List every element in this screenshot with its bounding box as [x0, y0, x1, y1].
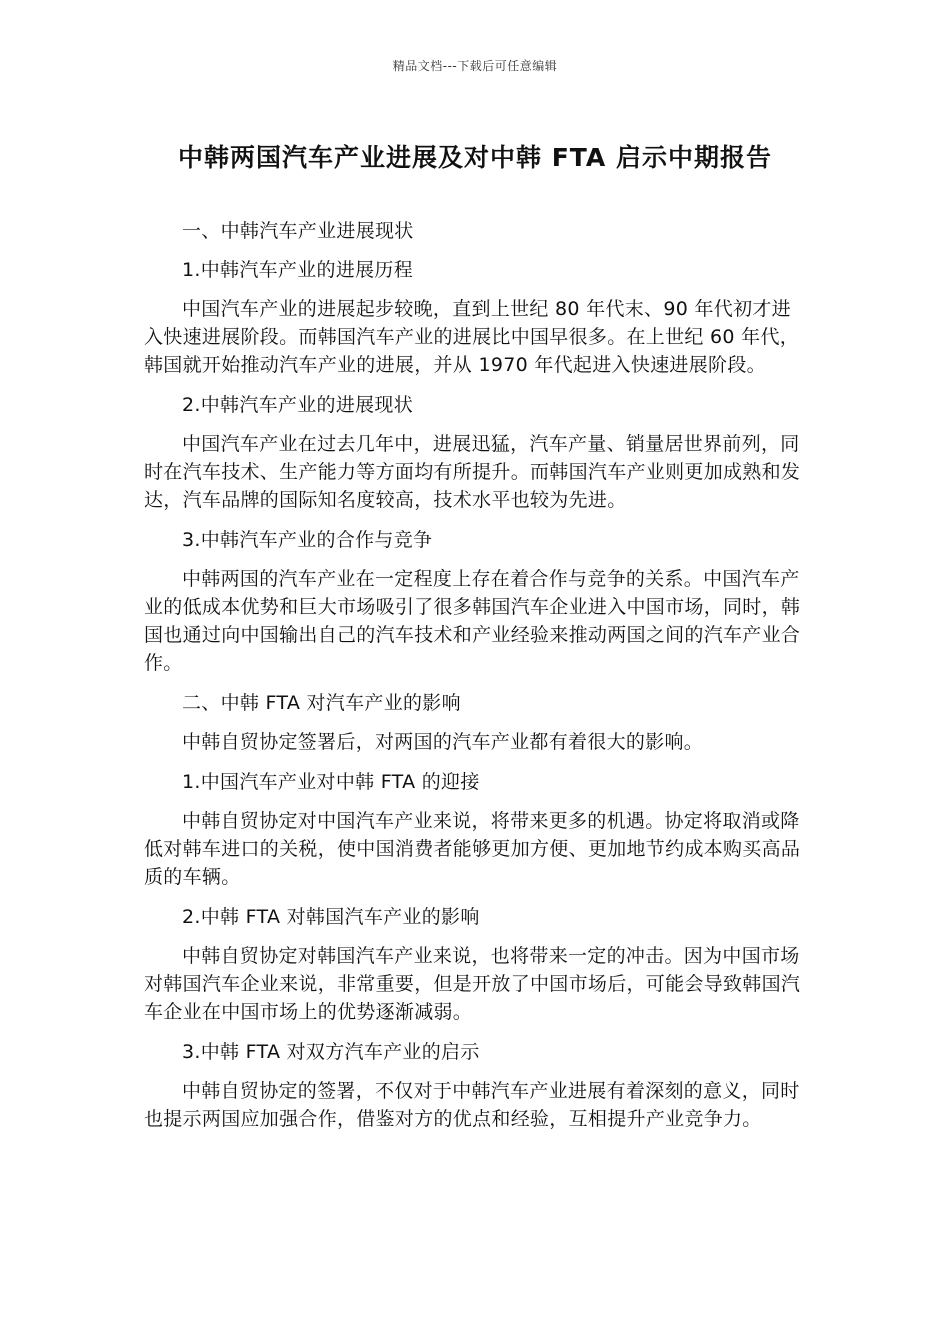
body-paragraph: 中韩自贸协定签署后，对两国的汽车产业都有着很大的影响。 — [182, 731, 704, 753]
body-paragraph: 中国汽车产业的进展起步较晚，直到上世纪 80 年代末、90 年代初才进入快速进展阶段。而韩国汽车产业的进展比中国早很多。在上世纪 60 年代，韩国就开始推动汽车产业的进展，并从 1970 年代起进入快速进展阶段。 — [144, 298, 800, 376]
subsection-heading: 3.中韩汽车产业的合作与竞争 — [182, 529, 433, 551]
subsection-heading: 1.中韩汽车产业的进展历程 — [182, 259, 414, 281]
document-title: 中韩两国汽车产业进展及对中韩 FTA 启示中期报告 — [178, 143, 772, 172]
subsection-heading: 1.中国汽车产业对中韩 FTA 的迎接 — [182, 771, 480, 793]
body-paragraph: 中国汽车产业在过去几年中，进展迅猛，汽车产量、销量居世界前列，同时在汽车技术、生产能力等方面均有所提升。而韩国汽车产业则更加成熟和发达，汽车品牌的国际知名度较高，技术水平也较为先进。 — [144, 433, 801, 511]
body-paragraph: 中韩自贸协定对韩国汽车产业来说，也将带来一定的冲击。因为中国市场对韩国汽车企业来说，非常重要，但是开放了中国市场后，可能会导致韩国汽车企业在中国市场上的优势逐渐减弱。 — [144, 945, 801, 1023]
subsection-heading: 2.中韩汽车产业的进展现状 — [182, 394, 414, 416]
document-body — [144, 217, 806, 1145]
body-paragraph: 中韩自贸协定对中国汽车产业来说，将带来更多的机遇。协定将取消或降低对韩车进口的关税，使中国消费者能够更加方便、更加地节约成本购买高品质的车辆。 — [144, 810, 801, 888]
subsection-heading: 3.中韩 FTA 对双方汽车产业的启示 — [182, 1041, 480, 1063]
body-paragraph: 中韩两国的汽车产业在一定程度上存在着合作与竞争的关系。中国汽车产业的低成本优势和巨大市场吸引了很多韩国汽车企业进入中国市场，同时，韩国也通过向中国输出自己的汽车技术和产业经验来推动两国之间的汽车产业合作。 — [144, 568, 801, 674]
section-heading: 一、中韩汽车产业进展现状 — [182, 220, 414, 242]
section-heading: 二、中韩 FTA 对汽车产业的影响 — [182, 692, 461, 714]
header-note: 精品文档---下载后可任意编辑 — [392, 59, 558, 73]
subsection-heading: 2.中韩 FTA 对韩国汽车产业的影响 — [182, 906, 480, 928]
body-paragraph: 中韩自贸协定的签署，不仅对于中韩汽车产业进展有着深刻的意义，同时也提示两国应加强合作，借鉴对方的优点和经验，互相提升产业竞争力。 — [144, 1080, 800, 1130]
